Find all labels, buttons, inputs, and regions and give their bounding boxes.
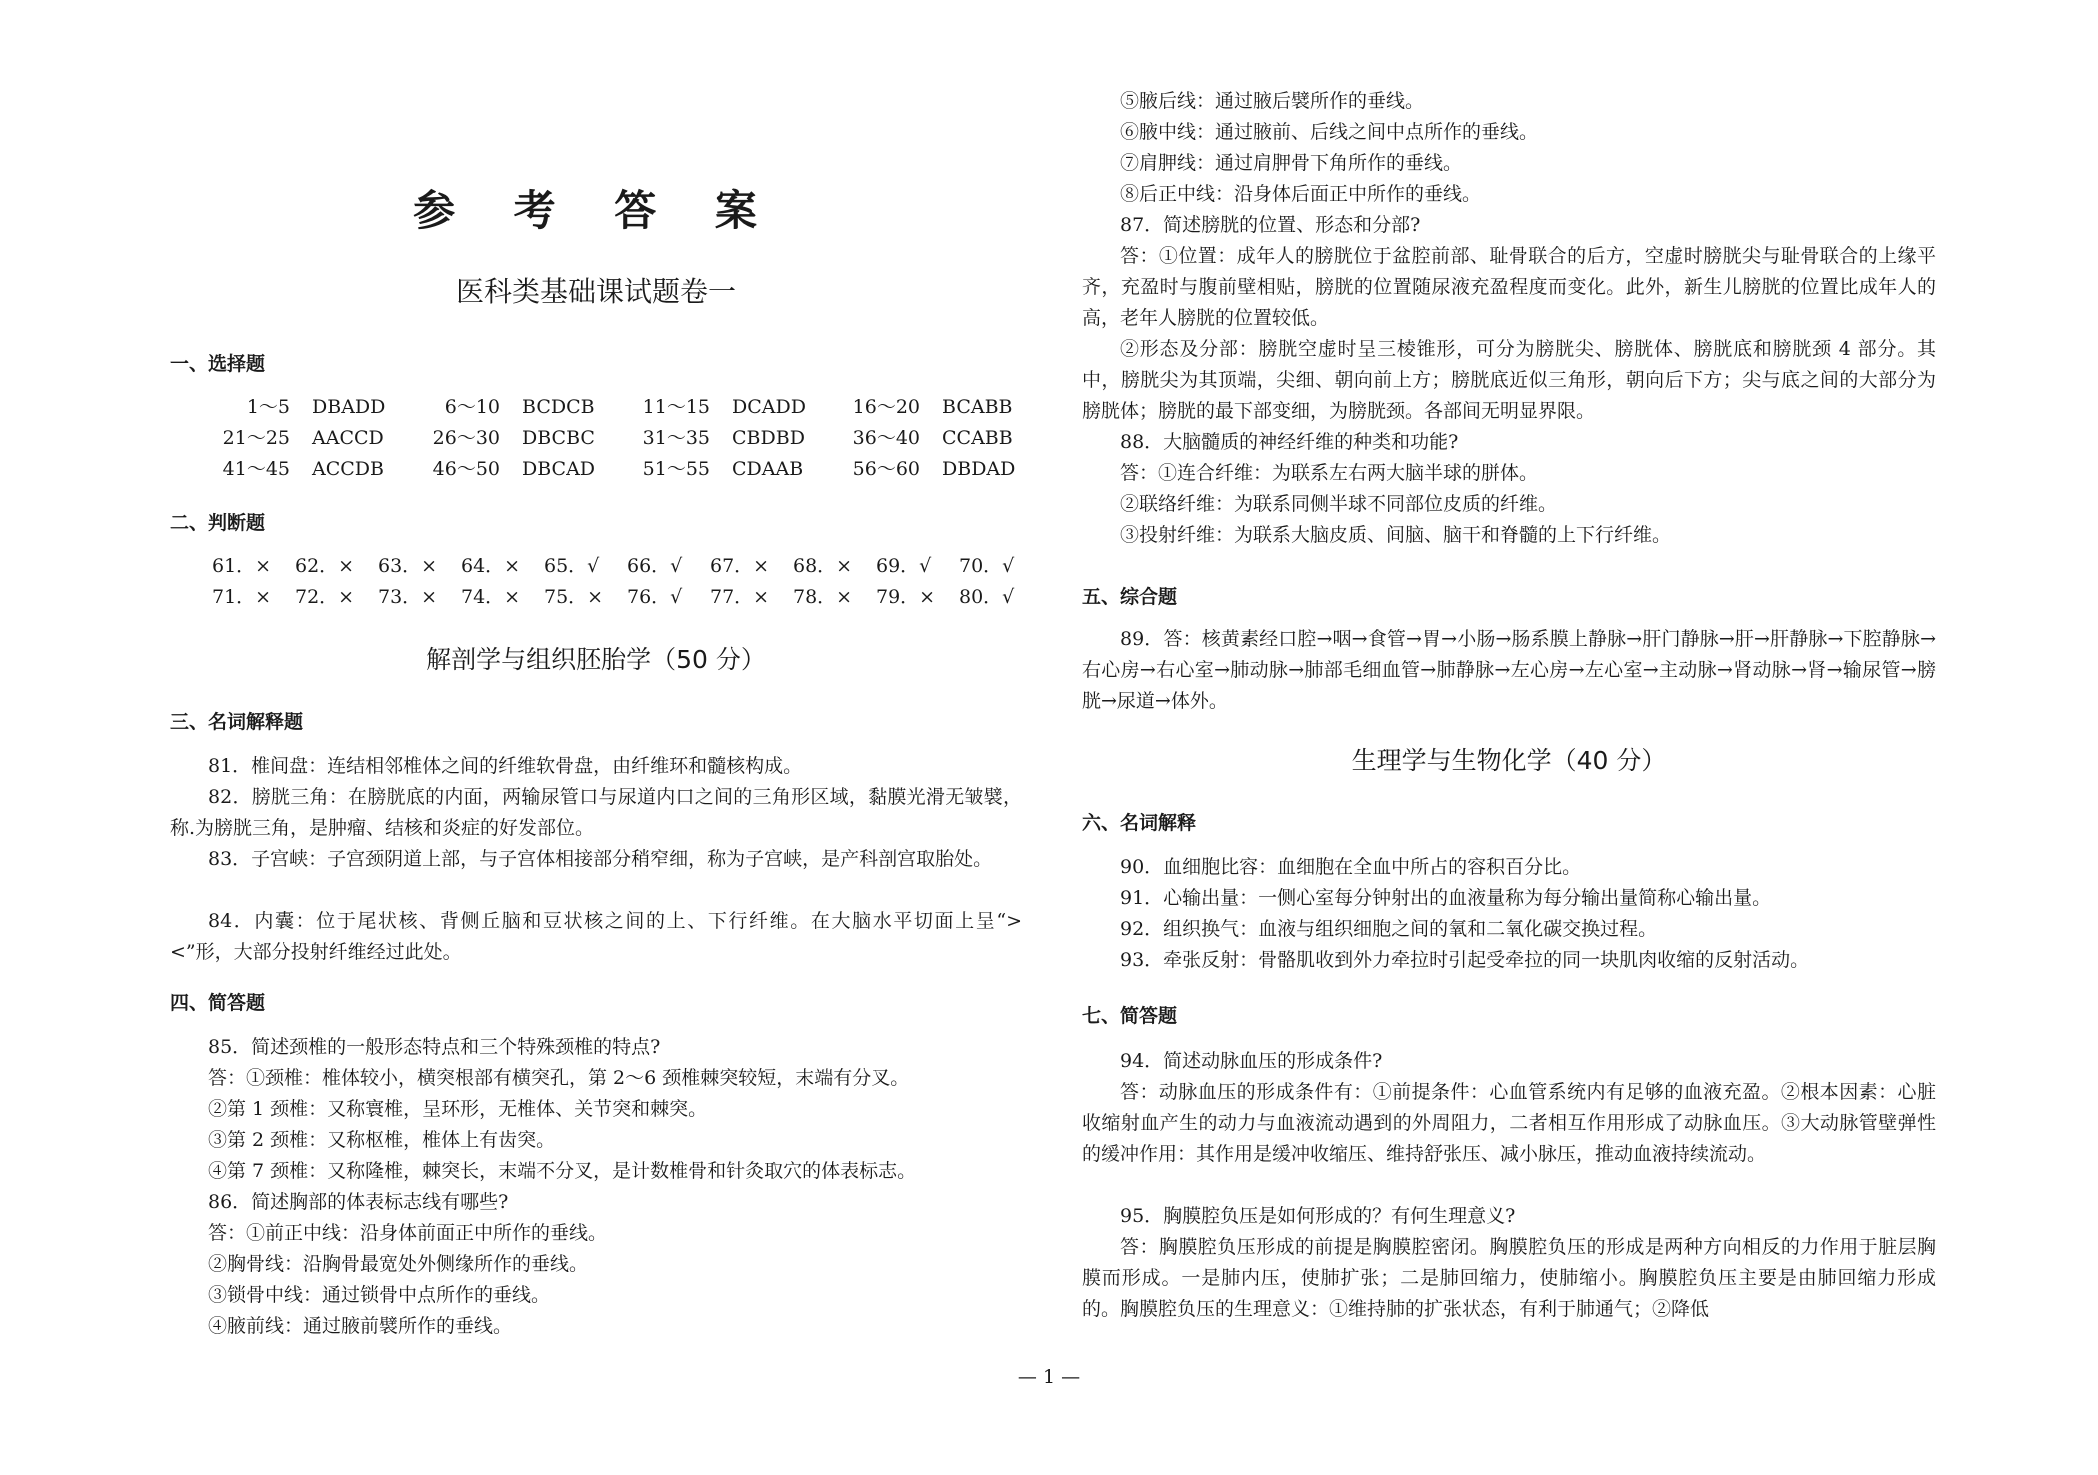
section-heading-comprehensive: 五、综合题: [1082, 586, 1178, 608]
question-95: 95．胸膜腔负压是如何形成的？有何生理意义?: [1120, 1205, 1516, 1227]
tf-item: 74．×: [461, 586, 521, 608]
choice-cell: 41～45 ACCDB: [222, 458, 384, 480]
answer-86-line: ③锁骨中线：通过锁骨中点所作的垂线。: [208, 1284, 551, 1306]
question-87: 87．简述膀胱的位置、形态和分部?: [1120, 214, 1421, 236]
part-title-anatomy: 解剖学与组织胚胎学（50 分）: [426, 645, 766, 674]
page-number: — 1 —: [1017, 1366, 1081, 1388]
question-86: 86．简述胸部的体表标志线有哪些?: [208, 1191, 509, 1213]
tf-item: 75．×: [544, 586, 604, 608]
tf-item: 78．×: [793, 586, 853, 608]
answer-92: 92．组织换气：血液与组织细胞之间的氧和二氧化碳交换过程。: [1120, 918, 1658, 940]
answer-88-line: ②联络纤维：为联系同侧半球不同部位皮质的纤维。: [1120, 493, 1558, 515]
section-heading-choice: 一、选择题: [170, 353, 266, 375]
section-heading-short-answer-2: 七、简答题: [1082, 1005, 1178, 1027]
answer-93: 93．牵张反射：骨骼肌收到外力牵拉时引起受牵拉的同一块肌肉收缩的反射活动。: [1120, 949, 1810, 971]
tf-item: 71．×: [212, 586, 272, 608]
tf-item: 70．√: [959, 555, 1015, 577]
part-title-physiology: 生理学与生物化学（40 分）: [1351, 746, 1667, 775]
answer-89: 89．答：核黄素经口腔→咽→食管→胃→小肠→肠系膜上静脉→肝门静脉→肝→肝静脉→下腔静脉→右心房→右心室→肺动脉→肺部毛细血管→肺静脉→左心房→左心室→主动脉→肾动脉→肾→输尿管→膀胱→尿道→体外。: [1082, 628, 1936, 712]
main-title: 参 考 答 案: [413, 186, 779, 235]
choice-cell: 26～30 DBCBC: [432, 427, 595, 449]
answer-86-line: 答：①前正中线：沿身体前面正中所作的垂线。: [208, 1222, 608, 1244]
choice-cell: 31～35 CBDBD: [642, 427, 805, 449]
tf-item: 72．×: [295, 586, 355, 608]
answer-90: 90．血细胞比容：血细胞在全血中所占的容积百分比。: [1120, 856, 1582, 878]
tf-item: 64．×: [461, 555, 521, 577]
answer-85-line: 答：①颈椎：椎体较小，横突根部有横突孔，第 2～6 颈椎棘突较短，末端有分叉。: [208, 1067, 910, 1089]
answer-86-line: ④腋前线：通过腋前襞所作的垂线。: [208, 1315, 513, 1337]
section-heading-terms-2: 六、名词解释: [1082, 812, 1197, 834]
question-85: 85．简述颈椎的一般形态特点和三个特殊颈椎的特点?: [208, 1036, 661, 1058]
choice-cell: 21～25 AACCD: [222, 427, 384, 449]
tf-item: 66．√: [627, 555, 683, 577]
answer-94: 答：动脉血压的形成条件有：①前提条件：心血管系统内有足够的血液充盈。②根本因素：心脏收缩射血产生的动力与血液流动遇到的外周阻力，二者相互作用形成了动脉血压。③大动脉管壁弹性的缓冲作用：其作用是缓冲收缩压、维持舒张压、减小脉压，推动血液持续流动。: [1082, 1081, 1936, 1165]
tf-item: 79．×: [876, 586, 936, 608]
exam-title: 医科类基础课试题卷一: [455, 275, 736, 308]
answer-82: 82．膀胱三角：在膀胱底的内面，两输尿管口与尿道内口之间的三角形区域，黏膜光滑无皱襞，称.为膀胱三角，是肿瘤、结核和炎症的好发部位。: [170, 786, 1022, 839]
answer-88-line: ③投射纤维：为联系大脑皮质、间脑、脑干和脊髓的上下行纤维。: [1120, 524, 1672, 546]
answer-86-line: ⑥腋中线：通过腋前、后线之间中点所作的垂线。: [1120, 121, 1539, 143]
answer-87-shape: ②形态及分部：膀胱空虚时呈三棱锥形，可分为膀胱尖、膀胱体、膀胱底和膀胱颈 4 部分。其中，膀胱尖为其顶端，尖细、朝向前上方；膀胱底近似三角形，朝向后下方；尖与底之间的大部分为膀胱体；膀胱的最下部变细，为膀胱颈。各部间无明显界限。: [1082, 338, 1936, 422]
section-heading-terms: 三、名词解释题: [170, 711, 304, 733]
answer-86-line: ⑧后正中线：沿身体后面正中所作的垂线。: [1120, 183, 1482, 205]
tf-item: 69．√: [876, 555, 932, 577]
choice-cell: 51～55 CDAAB: [642, 458, 804, 480]
answer-91: 91．心输出量：一侧心室每分钟射出的血液量称为每分输出量简称心输出量。: [1120, 887, 1772, 909]
answer-81: 81．椎间盘：连结相邻椎体之间的纤维软骨盘，由纤维环和髓核构成。: [208, 755, 803, 777]
tf-item: 76．√: [627, 586, 683, 608]
tf-item: 73．×: [378, 586, 438, 608]
tf-item: 77．×: [710, 586, 770, 608]
choice-cell: 6～10 BCDCB: [444, 396, 595, 418]
choice-cell: 56～60 DBDAD: [852, 458, 1016, 480]
choice-cell: 46～50 DBCAD: [432, 458, 596, 480]
question-94: 94．简述动脉血压的形成条件?: [1120, 1050, 1383, 1072]
question-88: 88．大脑髓质的神经纤维的种类和功能?: [1120, 431, 1459, 453]
answer-83: 83．子宫峡：子宫颈阴道上部，与子宫体相接部分稍窄细，称为子宫峡，是产科剖宫取胎处。: [208, 848, 993, 870]
tf-item: 68．×: [793, 555, 853, 577]
tf-item: 62．×: [295, 555, 355, 577]
answer-84: 84．内囊：位于尾状核、背侧丘脑和豆状核之间的上、下行纤维。在大脑水平切面上呈“><”形，大部分投射纤维经过此处。: [170, 910, 1022, 963]
answer-87-position: 答：①位置：成年人的膀胱位于盆腔前部、耻骨联合的后方，空虚时膀胱尖与耻骨联合的上缘平齐，充盈时与腹前壁相贴，膀胱的位置随尿液充盈程度而变化。此外，新生儿膀胱的位置比成年人的高，老年人膀胱的位置较低。: [1082, 245, 1936, 329]
answer-95: 答：胸膜腔负压形成的前提是胸膜腔密闭。胸膜腔负压的形成是两种方向相反的力作用于脏层胸膜而形成。一是肺内压，使肺扩张；二是肺回缩力，使肺缩小。胸膜腔负压主要是由肺回缩力形成的。胸膜腔负压的生理意义：①维持肺的扩张状态，有利于肺通气；②降低: [1082, 1236, 1936, 1320]
tf-item: 65．√: [544, 555, 600, 577]
section-heading-true-false: 二、判断题: [170, 512, 266, 534]
tf-item: 67．×: [710, 555, 770, 577]
choice-cell: 11～15 DCADD: [642, 396, 806, 418]
answer-85-line: ③第 2 颈椎：又称枢椎，椎体上有齿突。: [208, 1129, 556, 1151]
answer-86-line: ②胸骨线：沿胸骨最宽处外侧缘所作的垂线。: [208, 1253, 589, 1275]
tf-item: 63．×: [378, 555, 438, 577]
section-heading-short-answer: 四、简答题: [170, 992, 266, 1014]
answer-85-line: ④第 7 颈椎：又称隆椎，棘突长，末端不分叉，是计数椎骨和针灸取穴的体表标志。: [208, 1160, 917, 1182]
answer-86-line: ⑤腋后线：通过腋后襞所作的垂线。: [1120, 90, 1425, 112]
choice-cell: 36～40 CCABB: [852, 427, 1013, 449]
answer-85-line: ②第 1 颈椎：又称寰椎，呈环形，无椎体、关节突和棘突。: [208, 1098, 708, 1120]
tf-item: 61．×: [212, 555, 272, 577]
answer-88-line: 答：①连合纤维：为联系左右两大脑半球的胼体。: [1120, 462, 1539, 484]
tf-item: 80．√: [959, 586, 1015, 608]
answer-86-line: ⑦肩胛线：通过肩胛骨下角所作的垂线。: [1120, 152, 1463, 174]
choice-cell: 16～20 BCABB: [852, 396, 1013, 418]
choice-cell: 1～5 DBADD: [246, 396, 386, 418]
